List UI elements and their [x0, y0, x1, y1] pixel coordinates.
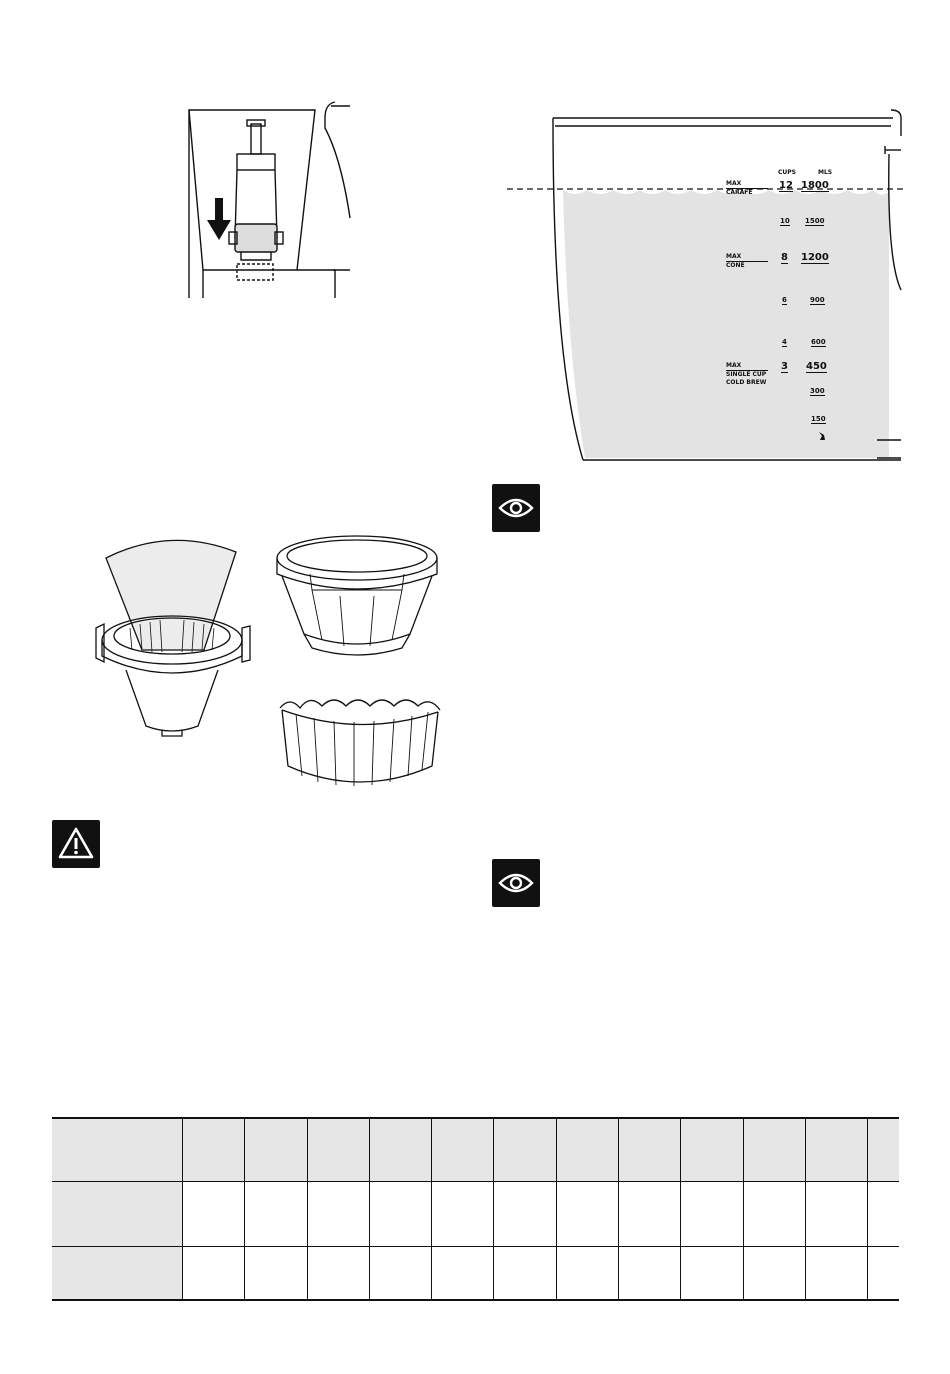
table-row — [52, 1247, 899, 1301]
table-cell — [681, 1182, 743, 1247]
table-cell — [868, 1118, 899, 1182]
cups-mark-8: 8 — [781, 252, 788, 263]
table-cell — [619, 1247, 681, 1301]
table-cell — [494, 1182, 556, 1247]
table-row — [52, 1182, 899, 1247]
table-cell — [183, 1118, 245, 1182]
table-cell — [183, 1247, 245, 1301]
table-cell — [307, 1247, 369, 1301]
cups-mark-10: 10 — [780, 217, 790, 225]
eye-icon — [492, 859, 540, 907]
cups-mark-3: 3 — [781, 361, 788, 372]
filter-baskets-illustration — [90, 530, 450, 800]
table-cell — [681, 1118, 743, 1182]
mls-mark-600: 600 — [811, 338, 826, 346]
mls-mark-450: 450 — [806, 361, 827, 372]
table-cell — [868, 1182, 899, 1247]
cups-mark-4: 4 — [782, 338, 787, 346]
mls-header: MLS — [818, 169, 833, 176]
table-cell — [245, 1118, 307, 1182]
table-cell — [619, 1182, 681, 1247]
coffee-scoop-icon — [816, 430, 828, 442]
table-cell — [52, 1247, 183, 1301]
mls-mark-900: 900 — [810, 296, 825, 304]
table-cell — [556, 1182, 618, 1247]
table-cell — [805, 1182, 867, 1247]
table-cell — [245, 1247, 307, 1301]
settings-table — [52, 1117, 899, 1301]
mls-mark-1200: 1200 — [801, 252, 829, 263]
table-cell — [307, 1118, 369, 1182]
max-carafe-label: MAX CARAFE — [726, 180, 768, 197]
table-cell — [432, 1247, 494, 1301]
mls-mark-1500: 1500 — [805, 217, 825, 225]
max-single-cup-label: MAX SINGLE CUP COLD BREW — [726, 362, 767, 386]
table-cell — [494, 1118, 556, 1182]
table-cell — [183, 1182, 245, 1247]
table-cell — [556, 1118, 618, 1182]
table-cell — [805, 1247, 867, 1301]
table-cell — [245, 1182, 307, 1247]
mls-mark-1800: 1800 — [801, 180, 829, 191]
mls-mark-300: 300 — [810, 387, 825, 395]
table-cell — [369, 1118, 431, 1182]
table-cell — [743, 1118, 805, 1182]
table-cell — [681, 1247, 743, 1301]
table-cell — [743, 1182, 805, 1247]
table-cell — [868, 1247, 899, 1301]
table-cell — [369, 1247, 431, 1301]
carafe-measurement-illustration — [505, 100, 905, 465]
eye-icon — [492, 484, 540, 532]
table-cell — [307, 1182, 369, 1247]
table-cell — [743, 1247, 805, 1301]
mls-mark-150: 150 — [811, 415, 826, 423]
table-cell — [432, 1118, 494, 1182]
table-cell — [369, 1182, 431, 1247]
table-cell — [619, 1118, 681, 1182]
max-cone-label: MAX CONE — [726, 253, 768, 270]
table-cell — [432, 1182, 494, 1247]
table-cell — [52, 1118, 183, 1182]
table-cell — [556, 1247, 618, 1301]
table-cell — [52, 1182, 183, 1247]
table-cell — [805, 1118, 867, 1182]
table-cell — [494, 1247, 556, 1301]
water-filter-illustration — [185, 98, 355, 298]
cups-mark-6: 6 — [782, 296, 787, 304]
cups-header: CUPS — [778, 169, 796, 176]
table-header-row — [52, 1118, 899, 1182]
cups-mark-12: 12 — [779, 180, 793, 191]
warning-triangle-icon — [52, 820, 100, 868]
